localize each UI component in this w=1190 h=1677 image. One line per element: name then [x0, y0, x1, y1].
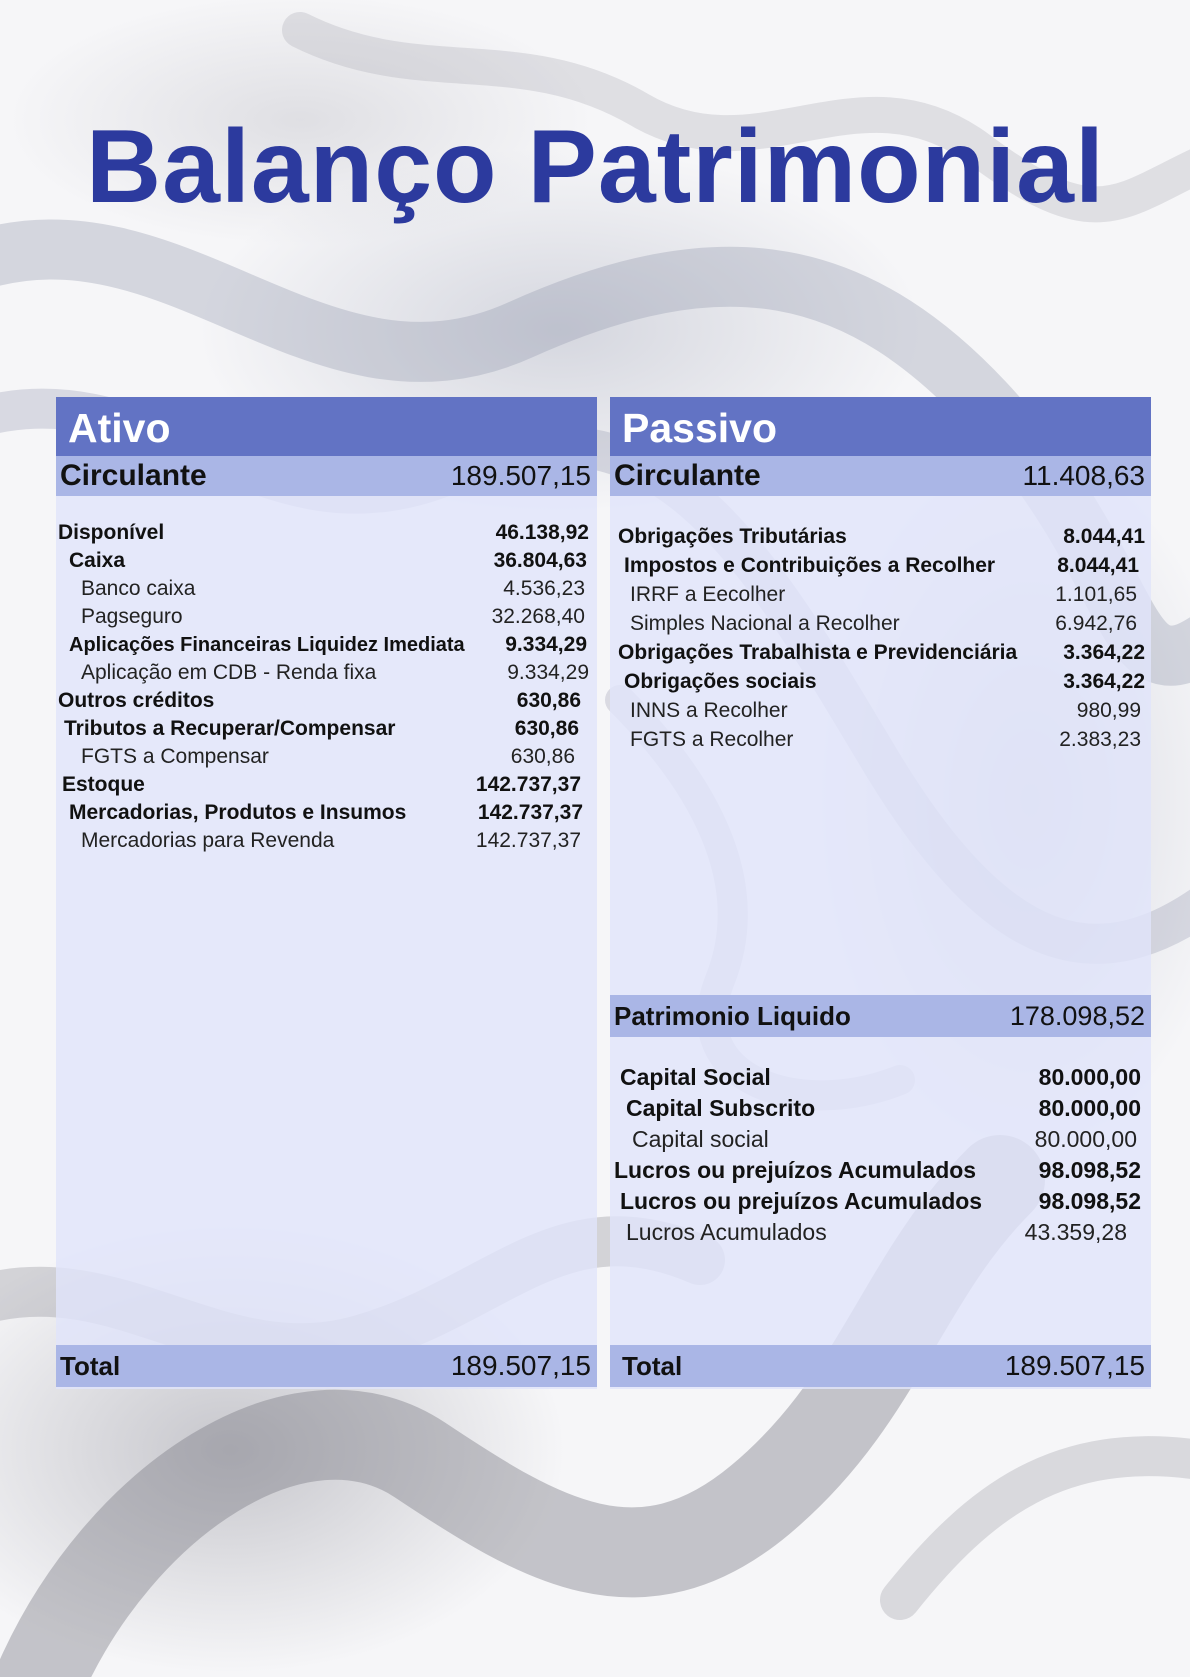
list-item: Aplicação em CDB - Renda fixa 9.334,29 [81, 661, 589, 684]
passivo-circulante-value: 11.408,63 [1022, 460, 1145, 491]
passivo-total-label: Total [622, 1350, 683, 1381]
list-item: Disponível 46.138,92 [58, 521, 589, 544]
passivo-circulante-label: Circulante [614, 459, 761, 492]
list-item: Mercadorias para Revenda 142.737,37 [81, 829, 581, 852]
passivo-panel [610, 397, 1151, 1389]
list-item: Obrigações Tributárias 8.044,41 [618, 525, 1145, 548]
ativo-panel [56, 397, 597, 1389]
list-item: Estoque 142.737,37 [62, 773, 581, 796]
list-item: FGTS a Compensar 630,86 [81, 745, 575, 768]
passivo-heading: Passivo [610, 397, 1151, 456]
patrimonio-liquido-band [610, 995, 1151, 1037]
list-item: Pagseguro 32.268,40 [81, 605, 585, 628]
ativo-items [56, 519, 597, 855]
list-item: Outros créditos 630,86 [58, 689, 581, 712]
list-item: Simples Nacional a Recolher 6.942,76 [630, 612, 1137, 635]
list-item: Caixa 36.804,63 [69, 549, 587, 572]
list-item: Aplicações Financeiras Liquidez Imediata 9.334,29 [69, 633, 587, 656]
list-item: Obrigações sociais 3.364,22 [624, 670, 1145, 693]
passivo-total-band [610, 1345, 1151, 1387]
ativo-circulante-label: Circulante [60, 459, 207, 492]
list-item: Banco caixa 4.536,23 [81, 577, 585, 600]
ativo-total-label: Total [60, 1350, 121, 1381]
list-item: Lucros ou prejuízos Acumulados 98.098,52 [614, 1157, 1141, 1183]
list-item: Lucros ou prejuízos Acumulados 98.098,52 [620, 1188, 1141, 1214]
patrimonio-liquido-items [610, 1062, 1151, 1248]
ativo-total-band [56, 1345, 597, 1387]
patrimonio-liquido-label: Patrimonio Liquido [614, 1000, 851, 1031]
list-item: Capital Social 80.000,00 [620, 1064, 1141, 1090]
ativo-total-value: 189.507,15 [450, 1350, 591, 1381]
list-item: Mercadorias, Produtos e Insumos 142.737,37 [69, 801, 583, 824]
list-item: Tributos a Recuperar/Compensar 630,86 [64, 717, 579, 740]
passivo-circulante-band [610, 456, 1151, 496]
ativo-circulante-value: 189.507,15 [450, 460, 591, 491]
patrimonio-liquido-value: 178.098,52 [1009, 1000, 1145, 1031]
ativo-heading: Ativo [56, 397, 597, 456]
list-item: Obrigações Trabalhista e Previdenciária 3.364,22 [618, 641, 1145, 664]
list-item: Impostos e Contribuições a Recolher 8.044,41 [624, 554, 1139, 577]
page-title: Balanço Patrimonial [86, 109, 1105, 225]
passivo-total-value: 189.507,15 [1004, 1350, 1145, 1381]
list-item: IRRF a Eecolher 1.101,65 [630, 583, 1137, 606]
list-item: Capital social 80.000,00 [632, 1126, 1137, 1152]
list-item: INNS a Recolher 980,99 [630, 699, 1141, 722]
ativo-circulante-band [56, 456, 597, 496]
list-item: Capital Subscrito 80.000,00 [626, 1095, 1141, 1121]
passivo-items [610, 522, 1151, 754]
list-item: FGTS a Recolher 2.383,23 [630, 728, 1141, 751]
list-item: Lucros Acumulados 43.359,28 [626, 1219, 1127, 1245]
